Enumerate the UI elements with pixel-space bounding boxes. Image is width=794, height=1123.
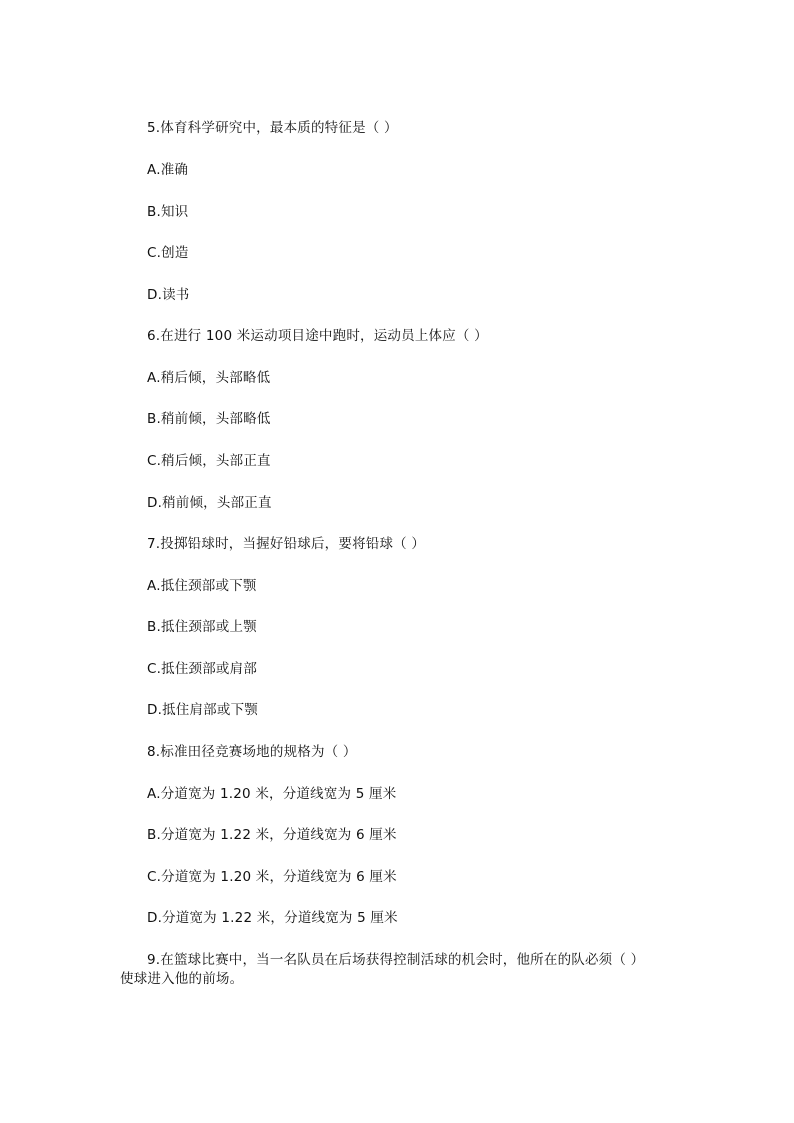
- question-8-option-b: B.分道宽为 1.22 米，分道线宽为 6 厘米: [147, 827, 397, 843]
- question-8-option-c: C.分道宽为 1.20 米，分道线宽为 6 厘米: [147, 869, 397, 885]
- question-6-option-d: D.稍前倾，头部正直: [147, 495, 272, 511]
- question-8-stem: 8.标准田径竞赛场地的规格为（ ）: [147, 744, 357, 760]
- question-6-option-c: C.稍后倾，头部正直: [147, 453, 271, 469]
- question-7-option-d: D.抵住肩部或下颚: [147, 702, 258, 718]
- question-6-option-b: B.稍前倾，头部略低: [147, 411, 271, 427]
- question-8-option-d: D.分道宽为 1.22 米，分道线宽为 5 厘米: [147, 910, 398, 926]
- question-7-option-b: B.抵住颈部或上颚: [147, 619, 257, 635]
- question-8-option-a: A.分道宽为 1.20 米，分道线宽为 5 厘米: [147, 786, 397, 802]
- question-6-stem: 6.在进行 100 米运动项目途中跑时，运动员上体应（ ）: [147, 328, 488, 344]
- question-6-option-a: A.稍后倾，头部略低: [147, 370, 271, 386]
- question-5-stem: 5.体育科学研究中，最本质的特征是（ ）: [147, 120, 398, 136]
- question-9-stem: [120, 951, 680, 989]
- question-7-option-a: A.抵住颈部或下颚: [147, 578, 257, 594]
- question-5-option-c: C.创造: [147, 245, 189, 261]
- question-9-stem-line-2: 使球进入他的前场。: [120, 971, 244, 987]
- question-5-option-b: B.知识: [147, 204, 189, 220]
- question-5-option-a: A.准确: [147, 162, 189, 178]
- question-9-stem-line-1: 9.在篮球比赛中，当一名队员在后场获得控制活球的机会时，他所在的队必须（ ）: [147, 952, 645, 968]
- question-7-option-c: C.抵住颈部或肩部: [147, 661, 258, 677]
- question-5-option-d: D.读书: [147, 287, 190, 303]
- question-7-stem: 7.投掷铅球时，当握好铅球后，要将铅球（ ）: [147, 536, 426, 552]
